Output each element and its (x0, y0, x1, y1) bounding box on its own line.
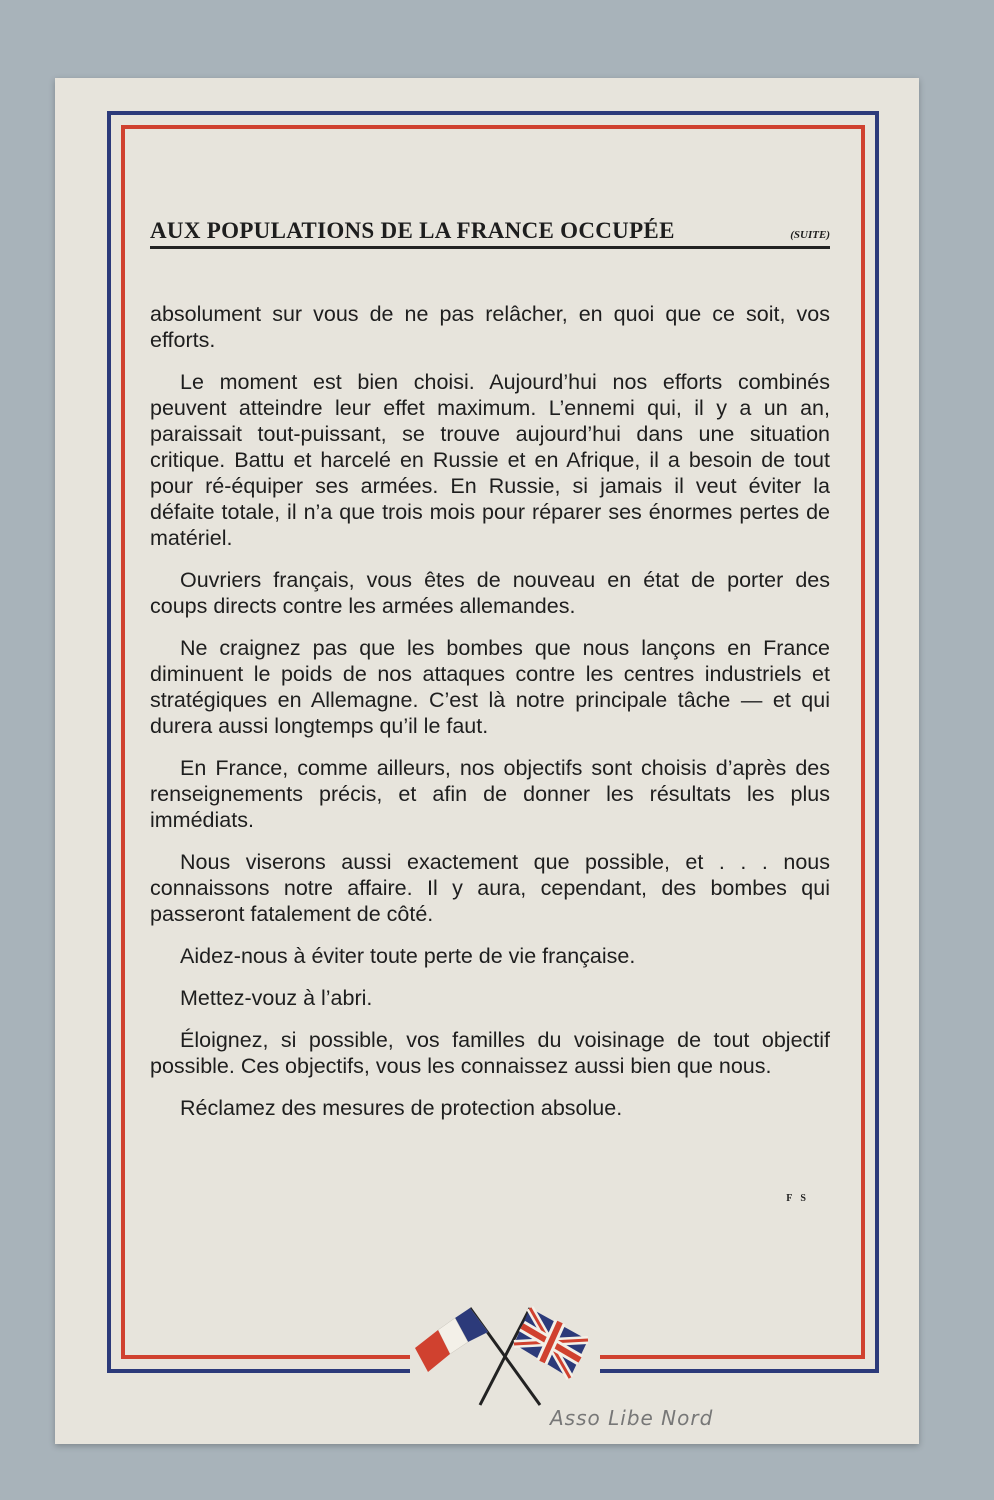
title-suffix: (SUITE) (790, 229, 830, 241)
paragraph: Aidez-nous à éviter toute perte de vie française. (180, 944, 636, 968)
paragraph: Le moment est bien choisi. Aujourd’hui nos efforts combinés peuvent atteindre leur effet maximum. L’ennemi qui, il y a un an, paraissait tout-puissant, se trouve aujourd’hui dans une situation critique. Battu et harcelé en Russie et en Afrique, il a besoin de tout pour ré-équiper ses armées. En Russie, si jamais il veut éviter la défaite totale, il n’a que trois mois pour réparer ses énormes pertes de matériel. (150, 370, 830, 550)
paragraph: Ouvriers français, vous êtes de nouveau en état de porter des coups directs contre les armées allemandes. (150, 568, 830, 618)
leaflet-paper (55, 78, 919, 1444)
crossed-flags-emblem (410, 1300, 600, 1410)
leaflet-content (150, 218, 830, 1137)
paragraph: absolument sur vous de ne pas relâcher, en quoi que ce soit, vos efforts. (150, 302, 830, 352)
crossed-flags-icon (410, 1300, 600, 1410)
leaflet-body (150, 301, 830, 1121)
printer-initials: F S (786, 1193, 809, 1204)
leaflet-title: AUX POPULATIONS DE LA FRANCE OCCUPÉE (150, 218, 675, 243)
paragraph: Réclamez des mesures de protection absolue. (180, 1096, 623, 1120)
paragraph: En France, comme ailleurs, nos objectifs sont choisis d’après des renseignements précis, et afin de donner les résultats les plus immédiats. (150, 756, 830, 832)
french-flag-icon (415, 1308, 488, 1372)
title-row (150, 218, 830, 249)
paragraph: Nous viserons aussi exactement que possible, et . . . nous connaissons notre affaire. Il y aura, cependant, des bombes qui passeront fatalement de côté. (150, 850, 830, 926)
paragraph: Ne craignez pas que les bombes que nous lançons en France diminuent le poids de nos attaques contre les centres industriels et stratégiques en Allemagne. C’est là notre principale tâche — et qui durera aussi longtemps qu’il le faut. (150, 636, 830, 738)
paragraph: Éloignez, si possible, vos familles du voisinage de tout objectif possible. Ces objectifs, vous les connaissez aussi bien que nous. (150, 1028, 830, 1078)
paragraph: Mettez-vouz à l’abri. (180, 986, 373, 1010)
handwritten-note: Asso Libe Nord (550, 1406, 714, 1430)
